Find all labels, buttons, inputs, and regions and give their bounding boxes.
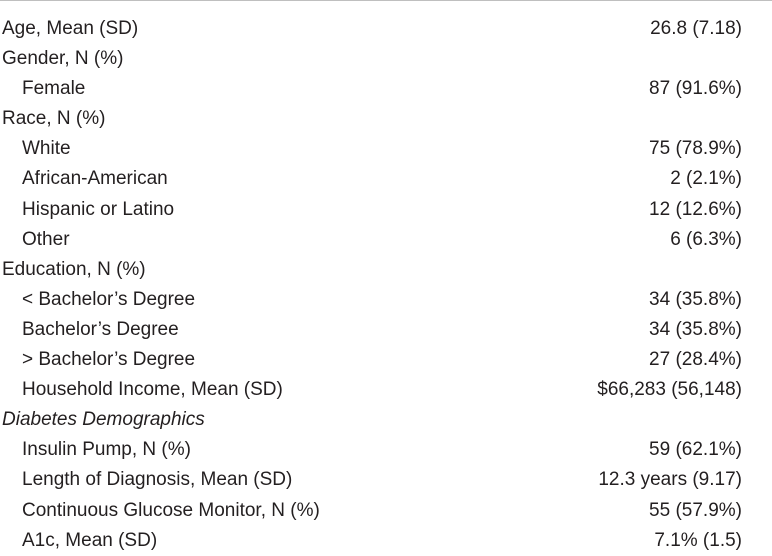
row-label: Other xyxy=(22,228,70,250)
row-label: White xyxy=(22,138,71,160)
row-value: 55 (57.9%) xyxy=(649,499,742,521)
table-row xyxy=(0,225,772,255)
row-value: 7.1% (1.5) xyxy=(654,529,742,551)
table-row xyxy=(0,496,772,526)
row-label: Household Income, Mean (SD) xyxy=(22,379,283,401)
table-row xyxy=(0,44,772,74)
table-top-rule xyxy=(0,0,772,1)
row-value: 75 (78.9%) xyxy=(649,138,742,160)
row-value: 26.8 (7.18) xyxy=(650,18,742,39)
row-value: 6 (6.3%) xyxy=(670,228,742,250)
section-label: Diabetes Demographics xyxy=(2,409,205,431)
row-label: Length of Diagnosis, Mean (SD) xyxy=(22,469,293,491)
table-row xyxy=(0,375,772,405)
row-label: Female xyxy=(22,78,86,100)
table-row xyxy=(0,164,772,194)
row-value: $66,283 (56,148) xyxy=(597,379,742,401)
row-value: 2 (2.1%) xyxy=(670,168,742,190)
table-row xyxy=(0,465,772,495)
row-label: > Bachelor’s Degree xyxy=(22,349,196,371)
table-row xyxy=(0,435,772,465)
table-row xyxy=(0,134,772,164)
row-value: 12 (12.6%) xyxy=(649,198,742,220)
table-row xyxy=(0,315,772,345)
row-value: 34 (35.8%) xyxy=(649,288,742,310)
row-value: 59 (62.1%) xyxy=(649,439,742,461)
table-row xyxy=(0,74,772,104)
row-label: Bachelor’s Degree xyxy=(22,318,179,340)
table-row xyxy=(0,14,772,44)
row-value: 12.3 years (9.17) xyxy=(598,469,742,491)
table-row xyxy=(0,345,772,375)
section-label: Race, N (%) xyxy=(2,108,106,130)
row-value: 27 (28.4%) xyxy=(649,349,742,371)
row-label: Continuous Glucose Monitor, N (%) xyxy=(22,499,320,521)
row-label: Hispanic or Latino xyxy=(22,198,175,220)
row-value: 87 (91.6%) xyxy=(649,78,742,100)
row-value: 34 (35.8%) xyxy=(649,318,742,340)
table-row xyxy=(0,195,772,225)
table-row xyxy=(0,104,772,134)
section-label: Gender, N (%) xyxy=(2,48,124,70)
row-label: Age, Mean (SD) xyxy=(2,18,139,39)
demographics-table xyxy=(0,14,772,556)
section-label: Education, N (%) xyxy=(2,258,146,280)
row-label: A1c, Mean (SD) xyxy=(22,529,158,551)
table-row xyxy=(0,285,772,315)
row-label: Insulin Pump, N (%) xyxy=(22,439,191,461)
row-label: African-American xyxy=(22,168,168,190)
table-row xyxy=(0,526,772,556)
table-row xyxy=(0,405,772,435)
row-label: < Bachelor’s Degree xyxy=(22,288,196,310)
table-row xyxy=(0,255,772,285)
